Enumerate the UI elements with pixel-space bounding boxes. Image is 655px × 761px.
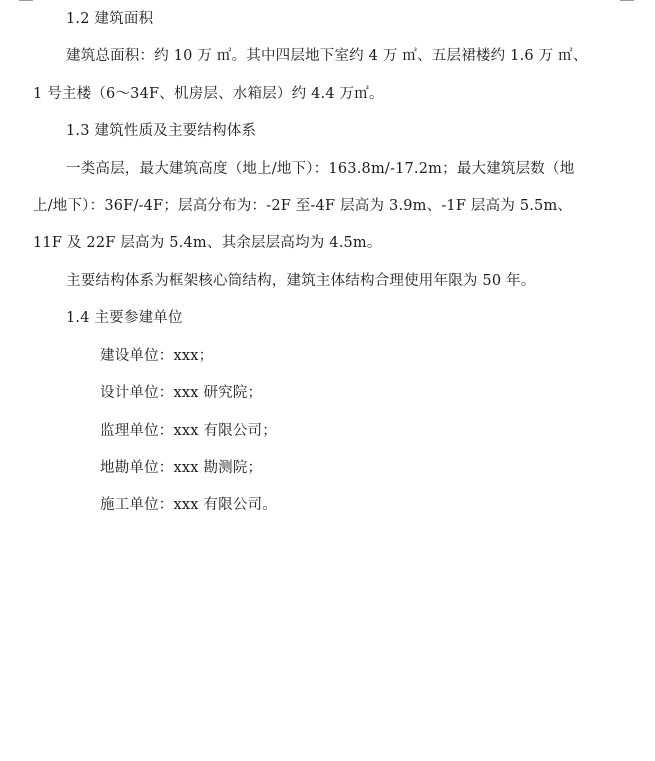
area-paragraph-line-2: 1 号主楼（6～34F、机房层、水箱层）约 4.4 万㎡。 <box>33 86 384 102</box>
unit-supervision: 监理单位：xxx 有限公司； <box>100 423 277 439</box>
area-paragraph-line-1: 建筑总面积：约 10 万 ㎡。其中四层地下室约 4 万 ㎡、五层裙楼约 1.6 万 ㎡、 <box>66 48 588 64</box>
unit-geological-survey: 地勘单位：xxx 勘测院； <box>100 460 263 476</box>
heading-1-4: 1.4 主要参建单位 <box>66 310 183 326</box>
structure-paragraph-line-2: 上/地下）：36F/-4F；层高分布为：-2F 至-4F 层高为 3.9m、-1F 层高为 5.5m、 <box>33 198 573 214</box>
unit-construction-owner: 建设单位：xxx； <box>100 348 214 364</box>
structure-paragraph-line-1: 一类高层，最大建筑高度（地上/地下）：163.8m/-17.2m；最大建筑层数（地 <box>66 161 575 177</box>
heading-1-3: 1.3 建筑性质及主要结构体系 <box>66 123 257 139</box>
structure-system-paragraph: 主要结构体系为框架核心筒结构，建筑主体结构合理使用年限为 50 年。 <box>66 273 536 289</box>
structure-paragraph-line-3: 11F 及 22F 层高为 5.4m、其余层层高均为 4.5m。 <box>33 235 382 251</box>
unit-construction-contractor: 施工单位：xxx 有限公司。 <box>100 497 277 513</box>
unit-design: 设计单位：xxx 研究院； <box>100 385 263 401</box>
heading-1-2: 1.2 建筑面积 <box>66 11 154 27</box>
